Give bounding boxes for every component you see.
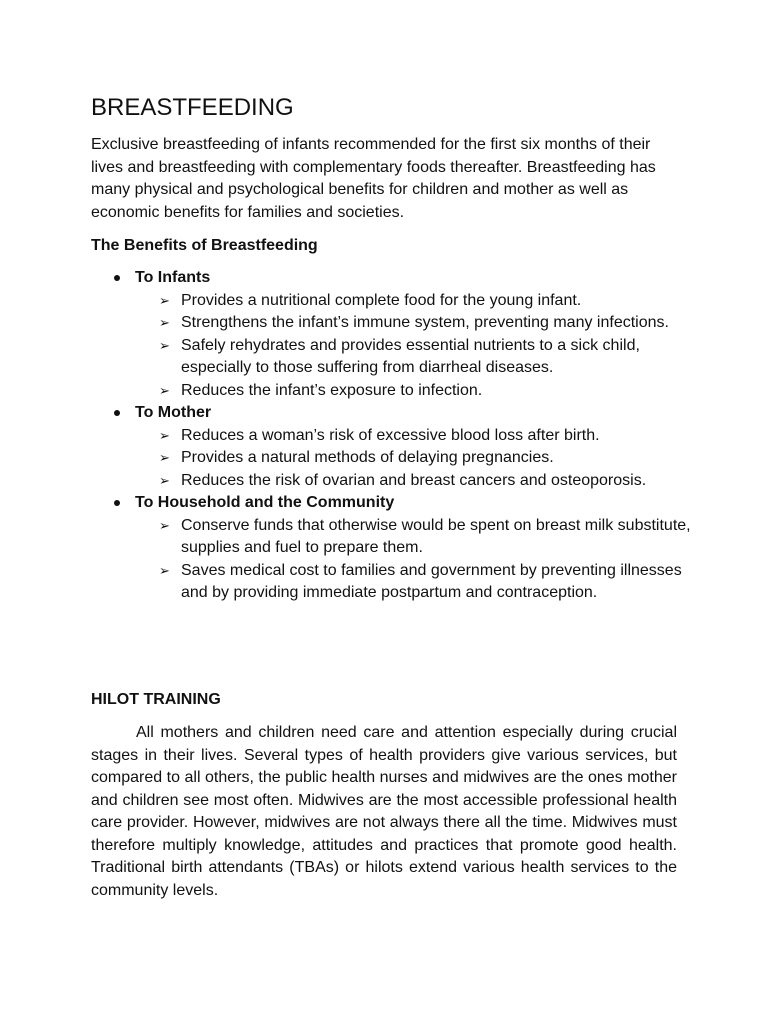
- list-item: [91, 380, 691, 403]
- list-item: [91, 335, 691, 380]
- arrow-bullet-icon: ➢: [159, 427, 170, 443]
- arrow-bullet-icon: ➢: [159, 517, 170, 533]
- list-item-text: Conserve funds that otherwise would be spent on breast milk substitute, supplies and fuel to prepare them.: [181, 516, 691, 556]
- list-item-text: Strengthens the infant’s immune system, preventing many infections.: [181, 314, 669, 331]
- arrow-bullet-icon: ➢: [159, 292, 170, 308]
- arrow-bullet-icon: ➢: [159, 450, 170, 465]
- page-title: BREASTFEEDING: [91, 94, 294, 121]
- list-item: [91, 447, 691, 470]
- benefit-group-household: [91, 492, 691, 605]
- benefit-group-mother: [91, 402, 691, 492]
- group-label: To Infants: [135, 269, 211, 286]
- bullet-dot-icon: [114, 275, 120, 281]
- arrow-bullet-icon: ➢: [159, 472, 170, 488]
- arrow-bullet-icon: ➢: [159, 315, 170, 330]
- list-item-text: Provides a nutritional complete food for the young infant.: [181, 291, 582, 309]
- list-item-text: Provides a natural methods of delaying pregnancies.: [181, 449, 554, 466]
- list-item: [91, 290, 691, 313]
- list-item: [91, 470, 691, 493]
- group-heading: [91, 402, 691, 425]
- list-item: [91, 425, 691, 448]
- list-item-text: Reduces a woman’s risk of excessive blood loss after birth.: [181, 426, 600, 444]
- list-item: [91, 515, 691, 560]
- list-item-text: Safely rehydrates and provides essential nutrients to a sick child, especially to those suffering from diarrheal diseases.: [181, 336, 640, 376]
- intro-paragraph: Exclusive breastfeeding of infants recommended for the first six months of their lives and breastfeeding with complementary foods thereafter. Breastfeeding has many physical and psychological benefits for children and mother as well as economic benefits for families and societies.: [91, 136, 656, 221]
- list-item-text: Reduces the risk of ovarian and breast cancers and osteoporosis.: [181, 471, 647, 489]
- arrow-bullet-icon: ➢: [159, 382, 170, 398]
- arrow-bullet-icon: ➢: [159, 562, 170, 578]
- list-item-text: Saves medical cost to families and government by preventing illnesses and by providing immediate postpartum and contraception.: [181, 561, 682, 601]
- list-item-text: Reduces the infant’s exposure to infection.: [181, 381, 483, 399]
- bullet-dot-icon: [114, 410, 120, 416]
- group-heading: [91, 267, 691, 290]
- group-heading: [91, 492, 691, 515]
- hilot-heading: HILOT TRAINING: [91, 691, 221, 708]
- list-item: [91, 312, 691, 335]
- benefits-list: [91, 267, 691, 605]
- bullet-dot-icon: [114, 500, 120, 506]
- benefit-group-infants: [91, 267, 691, 402]
- group-label: To Household and the Community: [135, 494, 395, 511]
- hilot-paragraph: All mothers and children need care and attention especially during crucial stages in their lives. Several types of health providers give various services, but compared to all others, the public health nurses and midwives are the ones mother and children see most often. Midwives are the most accessible professional health care provider. However, midwives are not always there all the time. Midwives must therefore multiply knowledge, attitudes and practices that promote good health. Traditional birth attendants (TBAs) or hilots extend various health services to the community levels.: [91, 724, 677, 899]
- list-item: [91, 560, 691, 605]
- arrow-bullet-icon: ➢: [159, 337, 170, 353]
- group-label: To Mother: [135, 404, 212, 421]
- benefits-heading: The Benefits of Breastfeeding: [91, 237, 318, 254]
